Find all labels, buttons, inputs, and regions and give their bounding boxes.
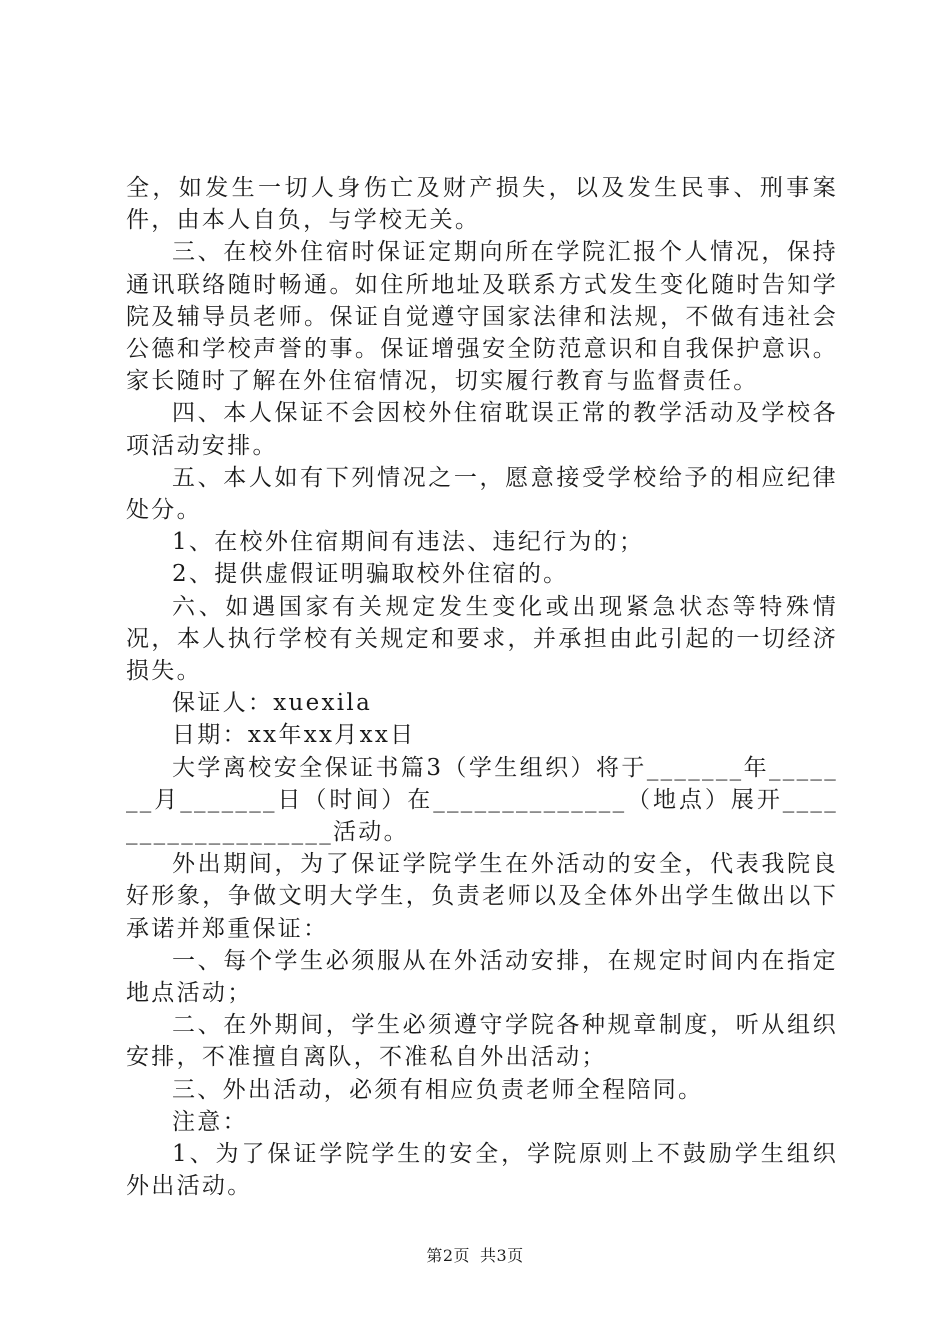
document-body (126, 172, 838, 1203)
list-item: 一、每个学生必须服从在外活动安排，在规定时间内在指定地点活动； (126, 947, 838, 1007)
paragraph: 五、本人如有下列情况之一，愿意接受学校给予的相应纪律处分。 (126, 464, 838, 524)
list-item: 1、在校外住宿期间有违法、违纪行为的； (172, 529, 645, 556)
paragraph: 外出期间，为了保证学院学生在外活动的安全，代表我院良好形象，争做文明大学生，负责老师以及全体外出学生做出以下承诺并郑重保证： (126, 851, 838, 942)
section-heading-paragraph: 大学离校安全保证书篇3（学生组织）将于_______年_______月_______日（时间）在______________（地点）展开___________________活动。 (126, 754, 838, 846)
page-total: 共3页 (480, 1246, 524, 1265)
list-item: 三、外出活动，必须有相应负责老师全程陪同。 (172, 1076, 704, 1103)
list-item: 二、在外期间，学生必须遵守学院各种规章制度，听从组织安排，不准擅自离队，不准私自外出活动； (126, 1012, 838, 1071)
paragraph: 三、在校外住宿时保证定期向所在学院汇报个人情况，保持通讯联络随时畅通。如住所地址及联系方式发生变化随时告知学院及辅导员老师。保证自觉遵守国家法律和法规，不做有违社会公德和学校声誉的事。保证增强安全防范意识和自我保护意识。家长随时了解在外住宿情况，切实履行教育与监督责任。 (126, 239, 838, 395)
guarantor-line: 保证人：xuexila (172, 690, 373, 717)
paragraph: 四、本人保证不会因校外住宿耽误正常的教学活动及学校各项活动安排。 (126, 400, 838, 459)
page-footer (0, 1243, 950, 1266)
paragraph: 全，如发生一切人身伤亡及财产损失，以及发生民事、刑事案件，由本人自负，与学校无关。 (126, 175, 838, 234)
date-line: 日期：xx年xx月xx日 (172, 722, 416, 749)
page-number: 第2页 (426, 1246, 470, 1265)
paragraph: 六、如遇国家有关规定发生变化或出现紧急状态等特殊情况，本人执行学校有关规定和要求，并承担由此引起的一切经济损失。 (126, 593, 838, 685)
note-heading: 注意： (172, 1108, 248, 1135)
list-item: 1、为了保证学院学生的安全，学院原则上不鼓励学生组织外出活动。 (126, 1141, 838, 1200)
list-item: 2、提供虚假证明骗取校外住宿的。 (172, 561, 569, 588)
